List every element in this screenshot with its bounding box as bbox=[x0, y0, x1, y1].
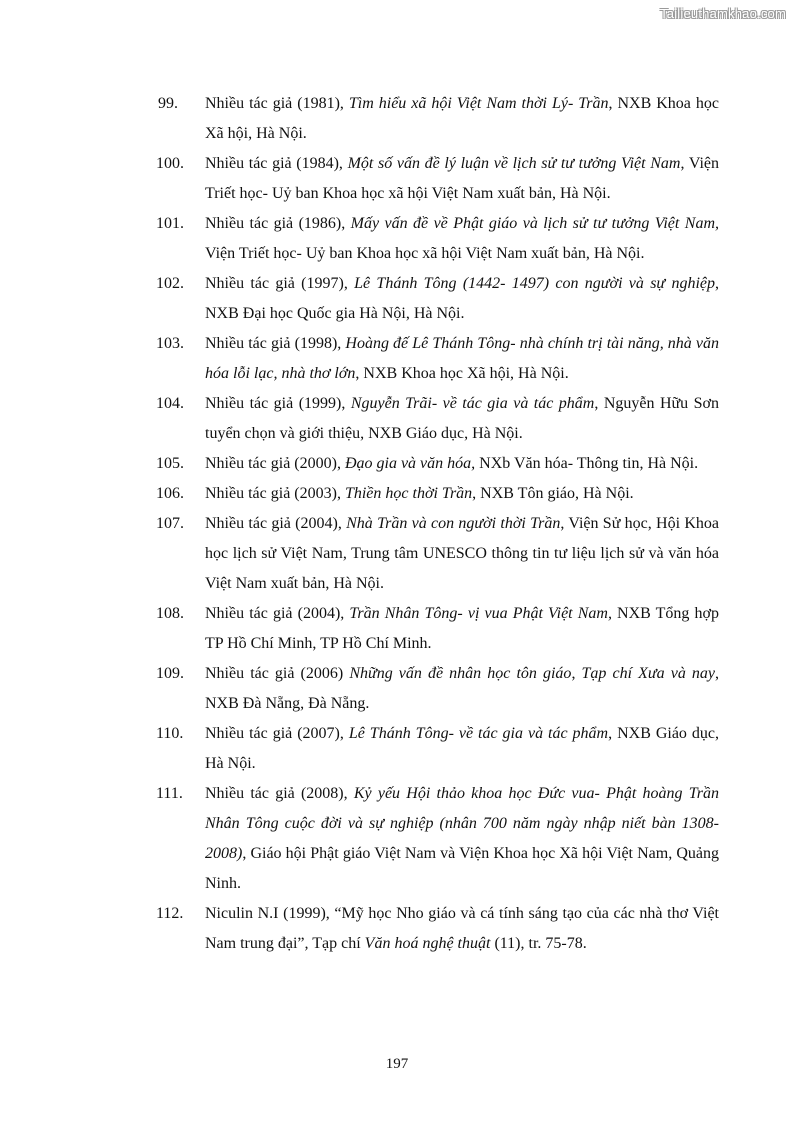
reference-number: 102. bbox=[156, 275, 184, 292]
reference-item bbox=[0, 209, 719, 269]
reference-text: Nhiều tác giả (2008), bbox=[205, 785, 354, 802]
reference-title: Tạp chí Xưa và nay bbox=[581, 665, 716, 682]
reference-text: Nhiều tác giả (1997), bbox=[205, 275, 355, 292]
reference-number: 105. bbox=[156, 455, 184, 472]
reference-title: Nhà Trần và con người thời Trần bbox=[346, 515, 561, 532]
reference-text: , Giáo hội Phật giáo Việt Nam và Viện Khoa học Xã hội Việt Nam, Quảng Ninh. bbox=[205, 845, 719, 892]
reference-title: Những vấn đề nhân học tôn giáo bbox=[349, 665, 572, 682]
reference-title: Kỷ yếu Hội thảo khoa học Đức vua- Phật hoàng Trần Nhân Tông cuộc đời và sự nghiệp (nhân 700 năm ngày nhập niết bàn 1308-2008) bbox=[205, 785, 720, 862]
reference-item bbox=[0, 479, 719, 509]
reference-number: 100. bbox=[156, 155, 184, 172]
reference-text: Viện Triết học- Uỷ ban Khoa học xã hội Việt Nam xuất bản, Hà Nội. bbox=[205, 245, 645, 262]
reference-item bbox=[0, 269, 719, 329]
reference-title: Thiền học thời Trần bbox=[344, 485, 473, 502]
reference-item bbox=[0, 329, 719, 389]
reference-item bbox=[0, 899, 719, 959]
reference-number: 109. bbox=[156, 665, 184, 682]
reference-item bbox=[0, 89, 719, 149]
reference-number: 103. bbox=[156, 335, 184, 352]
reference-item bbox=[0, 659, 719, 719]
reference-number: 101. bbox=[156, 215, 184, 232]
reference-text: Nhiều tác giả (1984), bbox=[205, 155, 348, 172]
reference-item bbox=[0, 449, 719, 479]
reference-title: Trần Nhân Tông- vị vua Phật Việt Nam, bbox=[349, 605, 612, 622]
reference-title: Một số vấn đề lý luận về lịch sử tư tưởng Việt Nam bbox=[347, 155, 681, 172]
reference-title: Lê Thánh Tông- về tác gia và tác phẩm bbox=[348, 725, 609, 742]
reference-text: Nhiều tác giả (2003), bbox=[205, 485, 345, 502]
reference-text: , Viện Triết học- Uỷ ban Khoa học xã hội Việt Nam xuất bản, Hà Nội. bbox=[205, 155, 719, 202]
reference-list bbox=[0, 89, 794, 959]
reference-text: , NXB Khoa học Xã hội, Hà Nội. bbox=[355, 365, 569, 382]
reference-text: Niculin N.I (1999), “Mỹ học Nho giáo và cá tính sáng tạo của các nhà thơ Việt Nam trung đại” bbox=[205, 905, 719, 952]
reference-number: 99. bbox=[158, 95, 178, 112]
reference-text: Nhiều tác giả (1986), bbox=[205, 215, 351, 232]
reference-title: , bbox=[304, 935, 309, 952]
reference-text: , Nguyễn Hữu Sơn tuyển chọn và giới thiệu, NXB Giáo dục, Hà Nội. bbox=[205, 395, 719, 442]
reference-number: 112. bbox=[156, 905, 184, 922]
reference-text: , NXB Đại học Quốc gia Hà Nội, Hà Nội. bbox=[205, 275, 719, 322]
reference-item bbox=[0, 599, 719, 659]
reference-title: Lê Thánh Tông (1442- 1497) con người và sự nghiệp bbox=[354, 275, 715, 292]
reference-item bbox=[0, 389, 719, 449]
reference-title: Mấy vấn đề về Phật giáo và lịch sử tư tưởng Việt Nam, bbox=[350, 215, 719, 232]
reference-title: Đạo gia và văn hóa, bbox=[344, 455, 476, 472]
reference-text: , bbox=[571, 665, 582, 682]
reference-number: 111. bbox=[156, 785, 183, 802]
reference-text: NXb Văn hóa- Thông tin, Hà Nội. bbox=[475, 455, 699, 472]
reference-text: NXB Tổng hợp TP Hồ Chí Minh, TP Hồ Chí Minh. bbox=[205, 605, 720, 652]
reference-text: , NXB Đà Nẵng, Đà Nẵng. bbox=[205, 665, 720, 712]
reference-text: Nhiều tác giả (1981), bbox=[205, 95, 349, 112]
reference-text: , NXB Giáo dục, Hà Nội. bbox=[205, 725, 719, 772]
reference-text: (11), tr. 75-78. bbox=[490, 935, 587, 952]
reference-text: Nhiều tác giả (2006) bbox=[205, 665, 350, 682]
reference-text: Nhiều tác giả (2007), bbox=[205, 725, 349, 742]
reference-title: Văn hoá nghệ thuật bbox=[364, 935, 491, 952]
page-number: 197 bbox=[385, 1056, 409, 1072]
reference-title: Nguyễn Trãi- về tác gia và tác phẩm bbox=[350, 395, 595, 412]
reference-text: Nhiều tác giả (2000), bbox=[205, 455, 345, 472]
reference-text: Nhiều tác giả (1998), bbox=[205, 335, 346, 352]
reference-item bbox=[0, 149, 719, 209]
reference-item bbox=[0, 509, 719, 599]
reference-item bbox=[0, 779, 719, 899]
reference-text: , NXB Khoa học Xã hội, Hà Nội. bbox=[205, 95, 719, 142]
reference-number: 108. bbox=[156, 605, 184, 622]
reference-number: 107. bbox=[156, 515, 184, 532]
reference-number: 104. bbox=[156, 395, 184, 412]
reference-text: Nhiều tác giả (1999), bbox=[205, 395, 351, 412]
watermark: Tailieuthamkhao.com bbox=[660, 6, 786, 21]
reference-item bbox=[0, 719, 719, 779]
reference-number: 106. bbox=[156, 485, 184, 502]
reference-text: Nhiều tác giả (2004), bbox=[205, 515, 347, 532]
reference-title: Tìm hiểu xã hội Việt Nam thời Lý- Trần bbox=[348, 95, 609, 112]
reference-text: Tạp chí bbox=[308, 935, 365, 952]
reference-number: 110. bbox=[156, 725, 184, 742]
reference-title: Hoàng đế Lê Thánh Tông- nhà chính trị tài năng, nhà văn hóa lỗi lạc, nhà thơ lớn bbox=[205, 335, 720, 382]
reference-text: Nhiều tác giả (2004), bbox=[205, 605, 350, 622]
reference-text: , Viện Sử học, Hội Khoa học lịch sử Việt Nam, Trung tâm UNESCO thông tin tư liệu lịch sử và văn hóa Việt Nam xuất bản, Hà Nội. bbox=[205, 515, 720, 592]
reference-text: , NXB Tôn giáo, Hà Nội. bbox=[472, 485, 634, 502]
